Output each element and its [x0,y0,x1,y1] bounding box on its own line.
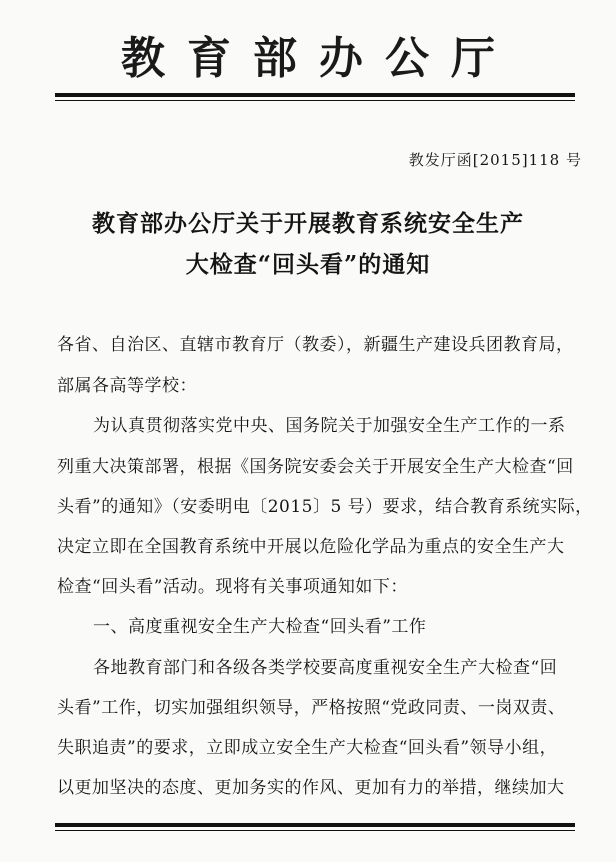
letterhead-rule-thick [55,93,575,97]
document-title-line-1: 教育部办公厅关于开展教育系统安全生产 [92,210,524,237]
letterhead-org-name: 教育部办公厅 [121,33,517,84]
paragraph-2-line-2: 头看”工作，切实加强组织领导，严格按照“党政同责、一岗双责、 [57,698,566,718]
paragraph-1-line-4: 决定立即在全国教育系统中开展以危险化学品为重点的安全生产大 [57,537,565,557]
paragraph-1-line-5: 检查“回头看”活动。现将有关事项通知如下： [57,577,408,597]
section-1-heading: 一、高度重视安全生产大检查“回头看”工作 [93,617,427,637]
paragraph-2-line-1: 各地教育部门和各级各类学校要高度重视安全生产大检查“回 [93,658,558,678]
letterhead-rule-thin [55,100,575,101]
addressee-line-1: 各省、自治区、直辖市教育厅（教委），新疆生产建设兵团教育局， [57,335,574,355]
document-title-line-2: 大检查“回头看”的通知 [185,251,431,278]
footer-rule-thin [55,830,575,831]
addressee-line-2: 部属各高等学校： [57,376,197,396]
paragraph-1-line-2: 列重大决策部署，根据《国务院安委会关于开展安全生产大检查“回 [57,457,574,477]
paragraph-1-line-1: 为认真贯彻落实党中央、国务院关于加强安全生产工作的一系 [93,416,566,436]
footer-rule-thick [55,823,575,827]
paragraph-1-line-3: 头看”的通知》（安委明电〔2015〕5 号）要求，结合教育系统实际， [57,497,593,517]
paragraph-2-line-4: 以更加坚决的态度、更加务实的作风、更加有力的举措，继续加大 [57,778,565,798]
document-number: 教发厅函[2015]118 号 [408,151,582,169]
paragraph-2-line-3: 失职追责”的要求，立即成立安全生产大检查“回头看”领导小组， [57,738,558,758]
